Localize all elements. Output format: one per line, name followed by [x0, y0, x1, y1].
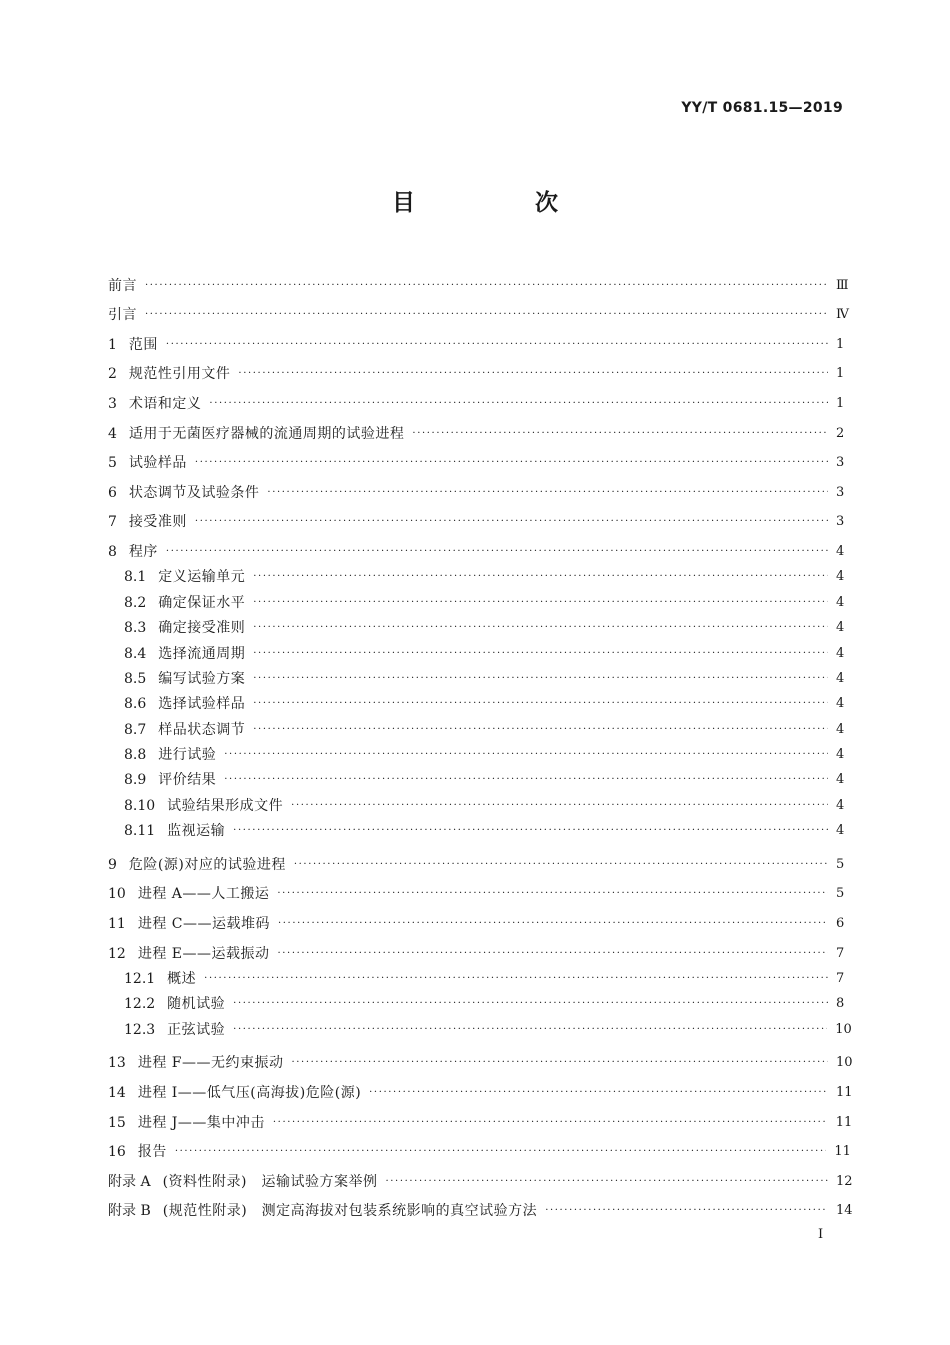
toc-entry-label: 概述	[167, 971, 197, 987]
dot-leader	[545, 1201, 828, 1221]
toc-entry-label: 选择试验样品	[158, 696, 246, 713]
dot-leader	[253, 720, 828, 740]
document-code: YY/T 0681.15—2019	[681, 100, 843, 116]
toc-entry-page: 4	[836, 772, 845, 788]
toc-entry-number: 8.7	[124, 721, 147, 738]
toc-entry[interactable]	[108, 1044, 853, 1074]
dot-leader	[412, 424, 828, 444]
dot-leader	[209, 394, 828, 414]
dot-leader	[224, 770, 828, 790]
toc-entry-number: 8.11	[124, 823, 156, 840]
dot-leader	[195, 512, 828, 532]
toc-entry-page: 7	[836, 945, 845, 961]
toc-subentry[interactable]	[108, 664, 844, 689]
toc-entry-label: 术语和定义	[128, 395, 202, 412]
toc-entry-number: 10	[108, 886, 126, 903]
toc-entry-label: 进程 J——集中冲击	[137, 1114, 265, 1131]
toc-entry[interactable]	[108, 934, 844, 964]
toc-entry-label: 程序	[128, 543, 158, 560]
dot-leader	[233, 1020, 827, 1040]
toc-entry-label: 定义运输单元	[158, 569, 246, 586]
toc-entry-number: 8.6	[124, 696, 147, 713]
toc-entry[interactable]	[108, 296, 849, 326]
dot-leader	[175, 1142, 827, 1162]
toc-entry-label: 监视运输	[167, 823, 226, 840]
toc-entry-page: Ⅲ	[836, 277, 849, 293]
toc-entry-page: 2	[836, 425, 845, 441]
toc-entry-number: 8.5	[124, 670, 147, 687]
toc-entry-number: 15	[108, 1114, 126, 1131]
toc-entry-label: 规范性引用文件	[128, 366, 231, 383]
toc-entry-number: 8	[108, 543, 117, 560]
dot-leader	[294, 855, 828, 875]
toc-entry-label: 状态调节及试验条件	[128, 484, 260, 501]
toc-subentry[interactable]	[108, 989, 844, 1014]
toc-entry-number: 6	[108, 484, 117, 501]
toc-entry-number: 4	[108, 425, 117, 442]
table-of-contents	[108, 266, 853, 1221]
dot-leader	[145, 276, 828, 296]
toc-entry-page: 5	[836, 886, 845, 902]
toc-entry-page: 12	[836, 1173, 853, 1189]
dot-leader	[166, 542, 828, 562]
toc-entry[interactable]	[108, 845, 844, 875]
toc-entry-number: 12.1	[124, 971, 156, 987]
toc-subentry[interactable]	[108, 638, 844, 663]
toc-entry-label: 引言	[108, 307, 137, 324]
dot-leader	[386, 1172, 829, 1192]
toc-entry[interactable]	[108, 1192, 853, 1222]
dot-leader	[369, 1083, 828, 1103]
dot-leader	[145, 305, 828, 325]
toc-entry-label: 进程 A——人工搬运	[137, 886, 270, 903]
toc-entry-label: 进程 I——低气压(高海拔)危险(源)	[137, 1084, 362, 1101]
toc-entry-page: 4	[836, 721, 845, 737]
toc-entry-page: 3	[836, 514, 845, 530]
toc-entry-page: 1	[836, 395, 845, 411]
toc-entry[interactable]	[108, 355, 844, 385]
toc-subentry[interactable]	[108, 613, 844, 638]
dot-leader	[224, 745, 828, 765]
toc-entry-page: 4	[836, 823, 845, 839]
toc-entry-number: 8.10	[124, 797, 156, 814]
toc-entry-label: (规范性附录) 测定高海拔对包装系统影响的真空试验方法	[162, 1203, 538, 1220]
toc-entry[interactable]	[108, 1073, 853, 1103]
toc-entry-label: 评价结果	[158, 772, 217, 789]
toc-entry-page: Ⅳ	[836, 307, 849, 323]
toc-entry-page: 11	[834, 1144, 851, 1160]
dot-leader	[292, 1053, 829, 1073]
toc-entry[interactable]	[108, 503, 844, 533]
dot-leader	[195, 453, 828, 473]
toc-entry-label: 报告	[137, 1144, 167, 1161]
toc-entry-label: 进行试验	[158, 747, 217, 764]
toc-entry-number: 12.2	[124, 996, 156, 1013]
toc-entry[interactable]	[108, 1133, 851, 1163]
dot-leader	[253, 644, 828, 664]
toc-entry[interactable]	[108, 414, 844, 444]
toc-entry-label: (资料性附录) 运输试验方案举例	[162, 1173, 378, 1190]
toc-entry-number: 2	[108, 366, 117, 383]
toc-subentry[interactable]	[108, 765, 844, 790]
toc-entry-label: 进程 F——无约束振动	[137, 1055, 284, 1072]
toc-entry-label: 接受准则	[128, 514, 187, 531]
toc-entry-number: 16	[108, 1144, 126, 1161]
toc-entry-number: 8.9	[124, 772, 147, 789]
page-number: I	[818, 1227, 824, 1242]
toc-entry-number: 附录 B	[108, 1203, 151, 1220]
dot-leader	[267, 483, 828, 503]
toc-entry-label: 进程 C——运载堆码	[137, 916, 270, 933]
toc-entry[interactable]	[108, 473, 844, 503]
toc-entry-label: 选择流通周期	[158, 645, 246, 662]
toc-entry-page: 4	[836, 670, 845, 686]
toc-entry-page: 1	[836, 366, 845, 382]
page-title: 目 次	[391, 189, 614, 216]
toc-entry-number: 3	[108, 395, 117, 412]
toc-entry-label: 编写试验方案	[158, 670, 246, 687]
toc-entry-label: 范围	[128, 336, 158, 353]
toc-entry-label: 随机试验	[167, 996, 226, 1013]
toc-entry-page: 4	[836, 696, 845, 712]
toc-entry[interactable]	[108, 1162, 853, 1192]
toc-entry-page: 7	[836, 971, 845, 986]
toc-entry-page: 4	[836, 645, 845, 661]
toc-entry-page: 4	[836, 797, 845, 813]
toc-entry-label: 确定接受准则	[158, 620, 246, 637]
toc-entry-number: 12	[108, 945, 126, 962]
toc-entry-label: 进程 E——运载振动	[137, 945, 270, 962]
toc-entry-page: 4	[836, 543, 845, 559]
toc-entry-page: 4	[836, 747, 845, 763]
toc-entry-page: 11	[836, 1084, 853, 1100]
toc-entry-label: 前言	[108, 277, 137, 294]
toc-entry[interactable]	[108, 266, 849, 296]
toc-entry-page: 3	[836, 455, 845, 471]
toc-entry-label: 确定保证水平	[158, 594, 246, 611]
toc-subentry[interactable]	[108, 740, 844, 765]
toc-entry-number: 8.8	[124, 747, 147, 764]
toc-entry-page: 5	[836, 856, 845, 872]
toc-entry-label: 试验结果形成文件	[167, 797, 284, 814]
toc-entry-page: 11	[835, 1114, 853, 1130]
toc-entry-number: 8.1	[124, 569, 147, 586]
toc-entry-label: 样品状态调节	[158, 721, 246, 738]
toc-entry-number: 8.3	[124, 620, 147, 637]
toc-entry-label: 正弦试验	[167, 1021, 226, 1038]
dot-leader	[253, 593, 828, 613]
toc-entry-page: 10	[835, 1021, 852, 1037]
toc-entry[interactable]	[108, 532, 844, 562]
toc-entry-number: 8.4	[124, 645, 147, 662]
dot-leader	[291, 796, 828, 816]
toc-entry-page: 3	[836, 484, 845, 500]
toc-subentry[interactable]	[108, 562, 844, 587]
toc-subentry[interactable]	[108, 1014, 852, 1039]
toc-entry-number: 11	[108, 916, 126, 933]
toc-entry-page: 4	[836, 569, 845, 585]
dot-leader	[238, 364, 828, 384]
toc-entry-number: 7	[108, 514, 117, 531]
toc-entry-number: 附录 A	[108, 1173, 151, 1190]
toc-entry[interactable]	[108, 444, 844, 474]
dot-leader	[273, 1113, 828, 1133]
toc-subentry[interactable]	[108, 689, 844, 714]
toc-subentry[interactable]	[108, 790, 844, 815]
dot-leader	[233, 821, 828, 841]
toc-entry-number: 1	[108, 336, 117, 353]
toc-entry-page: 10	[836, 1055, 853, 1071]
toc-entry-number: 9	[108, 856, 117, 873]
toc-entry-page: 4	[836, 620, 845, 636]
toc-entry-label: 试验样品	[128, 455, 187, 472]
dot-leader	[253, 694, 828, 714]
toc-subentry[interactable]	[108, 964, 844, 989]
toc-entry[interactable]	[108, 384, 844, 414]
toc-subentry[interactable]	[108, 714, 844, 739]
toc-entry-page: 1	[836, 336, 845, 352]
dot-leader	[278, 944, 829, 964]
dot-leader	[253, 618, 828, 638]
dot-leader	[233, 994, 828, 1014]
toc-entry-page: 8	[836, 996, 845, 1012]
toc-subentry[interactable]	[108, 587, 844, 612]
toc-entry[interactable]	[108, 875, 844, 905]
toc-subentry[interactable]	[108, 816, 844, 841]
toc-entry-label: 适用于无菌医疗器械的流通周期的试验进程	[128, 425, 405, 442]
toc-entry-page: 14	[836, 1203, 853, 1219]
toc-entry-page: 4	[836, 594, 845, 610]
dot-leader	[253, 567, 828, 587]
toc-entry-number: 14	[108, 1084, 126, 1101]
dot-leader	[204, 969, 828, 989]
dot-leader	[253, 669, 828, 689]
toc-entry[interactable]	[108, 325, 844, 355]
toc-entry-number: 5	[108, 455, 117, 472]
toc-entry-number: 13	[108, 1055, 126, 1072]
dot-leader	[277, 884, 828, 904]
dot-leader	[278, 914, 828, 934]
toc-entry-label: 危险(源)对应的试验进程	[128, 856, 286, 873]
toc-entry[interactable]	[108, 904, 844, 934]
toc-entry-page: 6	[836, 916, 845, 932]
toc-entry[interactable]	[108, 1103, 853, 1133]
toc-entry-number: 8.2	[124, 594, 147, 611]
dot-leader	[166, 335, 828, 355]
toc-entry-number: 12.3	[124, 1021, 156, 1038]
